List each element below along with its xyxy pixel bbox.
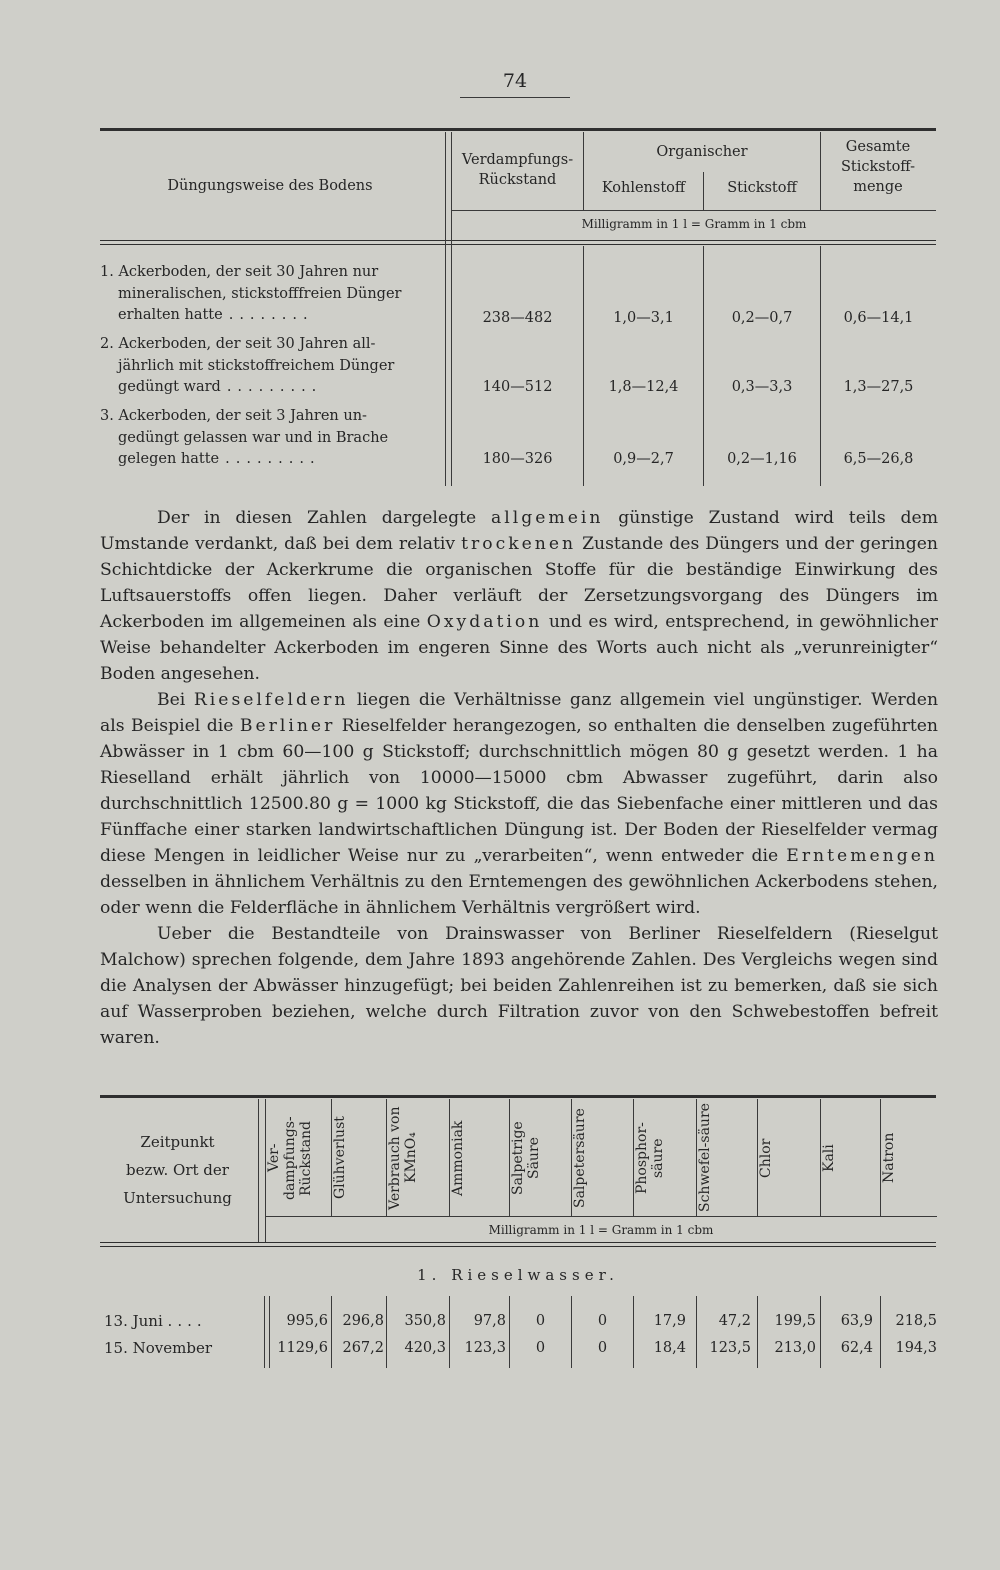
t1-cell: 1,3—27,5 — [843, 379, 914, 395]
page-number: 74 — [502, 70, 528, 92]
table-1-header-rule — [100, 240, 936, 241]
t2-header-salpetrige: Salpetrige Säure — [510, 1121, 542, 1195]
t2-header-schwefel: Schwefel-säure — [697, 1103, 713, 1213]
table-row: 13. Juni .... — [104, 1312, 207, 1330]
t2-cell: 218,5 — [895, 1313, 937, 1329]
t2-cell: 63,9 — [840, 1313, 873, 1329]
t2-cell: 213,0 — [774, 1340, 816, 1356]
t2-cell: 995,6 — [286, 1313, 328, 1329]
table-row: 2. Ackerboden, der seit 30 Jahren all- jährlich mit stickstoffreichem Dünger gedüngt ward ......... — [100, 336, 395, 395]
t2-header-natron: Natron — [881, 1132, 897, 1184]
t2-cell: 267,2 — [342, 1340, 384, 1356]
t1-header-bodens: Düngungsweise des Bodens — [167, 178, 373, 194]
table-row: 1. Ackerboden, der seit 30 Jahren nur mineralischen, stickstofffreien Dünger erhalten hatte ........ — [100, 264, 402, 323]
t1-cell: 6,5—26,8 — [843, 451, 914, 467]
t2-cell: 194,3 — [895, 1340, 937, 1356]
t1-cell: 180—326 — [482, 451, 553, 467]
t1-cell: 0,2—1,16 — [727, 451, 797, 467]
t2-section-title: 1. Rieselwasser. — [417, 1266, 619, 1284]
t2-header-kali: Kali — [821, 1144, 837, 1172]
t1-cell: 1,0—3,1 — [613, 310, 674, 326]
t2-cell: 62,4 — [840, 1340, 873, 1356]
t2-cell: 1129,6 — [277, 1340, 328, 1356]
t1-header-kohlenstoff: Kohlenstoff — [601, 180, 686, 196]
table-2-top-rule — [100, 1095, 936, 1098]
t1-cell: 140—512 — [482, 379, 553, 395]
t1-cell: 0,3—3,3 — [731, 379, 793, 395]
t1-header-rueckstand: Verdampfungs-Rückstand — [461, 152, 574, 188]
table-row: 15. November — [104, 1339, 213, 1357]
t2-cell: 97,8 — [473, 1313, 506, 1329]
paragraph-3: Ueber die Bestandteile von Drainswasser von Berliner Rieselfeldern (Rieselgut Malchow) sprechen folgende, dem Jahre 1893 angehörende Zahlen. Des Vergleichs wegen sind die Analysen der Abwässer hinzugefügt; bei beiden Zahlenreihen ist zu bemerken, daß sie sich auf Wasserproben beziehen, welche durch Filtration zuvor von den Schwebestoffen befreit waren. — [100, 924, 938, 1048]
t2-header-zeitpunkt: Zeitpunkt bezw. Ort der Untersuchung — [123, 1133, 232, 1207]
table-1-top-rule — [100, 128, 936, 131]
paragraph-1: Der in diesen Zahlen dargelegte allgemein günstige Zustand wird teils dem Umstande verdankt, daß bei dem relativ trockenen Zustande des Düngers und der geringen Schichtdicke der Ackerkrume die organischen Stoffe für die beständige Einwirkung des Luftsauerstoffs offen liegen. Daher verläuft der Zersetzungsvorgang des Düngers im Ackerboden im allgemeinen als eine Oxydation und es wird, entsprechend, in gewöhnlicher Weise behandelter Ackerboden im engeren Sinne des Worts auch nicht als „verunreinigter“ Boden angesehen. — [100, 508, 938, 684]
t2-cell: 199,5 — [774, 1313, 816, 1329]
t2-header-ammoniak: Ammoniak — [450, 1120, 466, 1196]
page-number-rule — [460, 97, 570, 98]
t2-header-phosphor: Phosphor-säure — [634, 1122, 666, 1194]
t2-cell: 17,9 — [653, 1313, 686, 1329]
t2-cell: 0 — [597, 1313, 608, 1329]
t1-cell: 238—482 — [482, 310, 553, 326]
t2-header-chlor: Chlor — [758, 1138, 774, 1178]
t2-header-gluehverlust: Glühverlust — [332, 1116, 348, 1200]
t2-cell: 420,3 — [404, 1340, 446, 1356]
t1-header-gesamt: Gesamte Stickstoff-menge — [841, 139, 915, 195]
t2-cell: 0 — [535, 1340, 546, 1356]
t1-cell: 0,2—0,7 — [731, 310, 793, 326]
t2-header-kmno4: Verbrauch von KMnO₄ — [387, 1106, 419, 1210]
t2-cell: 0 — [597, 1340, 608, 1356]
paragraph-2: Bei Rieselfeldern liegen die Verhältnisse ganz allgemein viel ungünstiger. Werden als Beispiel die Berliner Rieselfelder herangezogen, so enthalten die denselben zugeführten Abwässer in 1 cbm 60—100 g Stickstoff; durchschnittlich mögen 80 g gesetzt werden. 1 ha Rieselland erhält jährlich von 10000—15000 cbm Abwasser zugeführt, darin also durchschnittlich 12500.80 g = 1000 kg Stickstoff, die das Siebenfache einer mittleren und das Fünffache einer starken landwirtschaftlichen Düngung ist. Der Boden der Rieselfelder vermag diese Mengen in leidlicher Weise nur zu „verarbeiten“, wenn entweder die Erntemengen desselben in ähnlichem Verhältnis zu den Erntemengen des gewöhnlichen Ackerbodens stehen, oder wenn die Felderfläche in ähnlichem Verhältnis vergrößert wird. — [100, 690, 939, 918]
t1-cell: 0,6—14,1 — [843, 310, 914, 326]
body-text — [100, 505, 938, 1051]
table-row: 3. Ackerboden, der seit 3 Jahren un- gedüngt gelassen war und in Brache gelegen hatte ......... — [100, 408, 389, 467]
t1-cell: 1,8—12,4 — [608, 379, 679, 395]
t2-cell: 123,5 — [709, 1340, 751, 1356]
t2-cell: 0 — [535, 1313, 546, 1329]
t2-cell: 47,2 — [718, 1313, 751, 1329]
t2-cell: 18,4 — [653, 1340, 686, 1356]
table-1-header-rule-2 — [100, 244, 936, 245]
t2-cell: 123,3 — [464, 1340, 506, 1356]
t2-cell: 296,8 — [342, 1313, 384, 1329]
t2-units: Milligramm in 1 l = Gramm in 1 cbm — [488, 1223, 714, 1237]
t2-cell: 350,8 — [404, 1313, 446, 1329]
t1-header-organischer: Organischer — [656, 144, 748, 160]
t1-units: Milligramm in 1 l = Gramm in 1 cbm — [581, 217, 807, 231]
t1-header-stickstoff: Stickstoff — [727, 180, 797, 196]
t2-header-rueckstand: Ver-dampfungs-Rückstand — [266, 1116, 314, 1200]
t2-header-salpetersaeure: Salpetersäure — [572, 1108, 588, 1208]
t1-cell: 0,9—2,7 — [613, 451, 674, 467]
